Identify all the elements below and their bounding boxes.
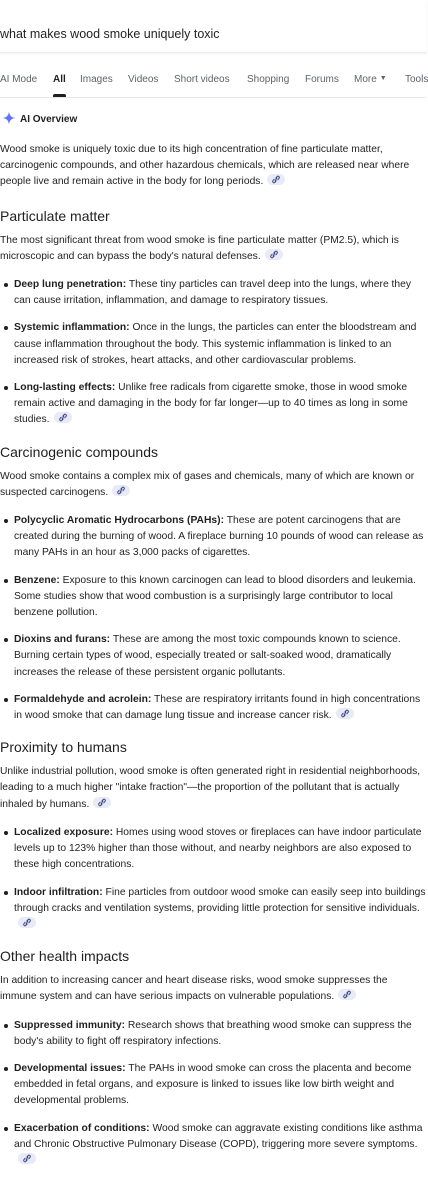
- bullet-text: Fine particles from outdoor wood smoke can easily seep into buildings through cracks and ventilation systems, providing little protection for sensitive individuals.: [14, 886, 426, 914]
- list-item: [14, 825, 426, 874]
- bullet-text: Homes using wood stoves or fireplaces can have indoor particulate levels up to 123% higher than those without, and nearby neighbors are also exposed to these high concentrations.: [14, 826, 422, 871]
- tab-videos[interactable]: Videos: [128, 74, 159, 85]
- section-text-content: The most significant threat from wood smoke is fine particulate matter (PM2.5), which is microscopic and can bypass the body's natural defenses.: [0, 234, 399, 262]
- section-heading: Other health impacts: [0, 948, 130, 965]
- link-icon[interactable]: [112, 485, 130, 496]
- bullet-list: [0, 825, 426, 933]
- list-item: [14, 573, 426, 622]
- bullet-list: [0, 277, 426, 429]
- bullet-term: Developmental issues:: [14, 1062, 126, 1074]
- list-item: [14, 380, 426, 429]
- tab-forums[interactable]: Forums: [305, 74, 339, 85]
- overview-intro-text: Wood smoke is uniquely toxic due to its high concentration of fine particulate matter, carcinogenic compounds, and other hazardous chemicals, which are released near where people live and remain active in the body for long periods.: [0, 144, 410, 188]
- tab-ai-mode[interactable]: AI Mode: [0, 74, 38, 85]
- section-text: [0, 764, 426, 813]
- list-item: [14, 277, 426, 309]
- list-item: [14, 320, 426, 369]
- bullet-text: Research shows that breathing wood smoke can suppress the body's ability to fight off respiratory infections.: [14, 1019, 412, 1047]
- bullet-list: [0, 513, 426, 724]
- sparkle-icon: [2, 111, 16, 125]
- section-text-content: Wood smoke contains a complex mix of gases and chemicals, many of which are known or suspected carcinogens.: [0, 470, 415, 498]
- search-bar[interactable]: [0, 0, 426, 53]
- bullet-term: Systemic inflammation:: [14, 322, 130, 334]
- link-icon[interactable]: [265, 249, 283, 260]
- search-input[interactable]: what makes wood smoke uniquely toxic: [0, 27, 220, 41]
- section-text: [0, 233, 426, 265]
- bullet-text: These are respiratory irritants found in high concentrations in wood smoke that can damage lung tissue and increase cancer risk.: [14, 693, 421, 722]
- tab-more[interactable]: [354, 74, 387, 85]
- bullet-list: [0, 1018, 426, 1170]
- bullet-term: Exacerbation of conditions:: [14, 1122, 150, 1134]
- section-text: [0, 973, 426, 1005]
- bullet-text: These tiny particles can travel deep into the lungs, where they can cause irritation, inflammation, and damage to respiratory tissues.: [14, 279, 411, 307]
- link-icon[interactable]: [54, 412, 72, 423]
- link-icon[interactable]: [93, 797, 111, 808]
- link-icon[interactable]: [338, 989, 356, 1000]
- overview-intro: [0, 142, 426, 191]
- ai-overview: [0, 96, 426, 1183]
- bullet-term: Dioxins and furans:: [14, 634, 111, 646]
- section-heading: Proximity to humans: [0, 739, 127, 756]
- link-icon[interactable]: [18, 917, 36, 928]
- ai-overview-title: AI Overview: [20, 114, 78, 125]
- bullet-text: The PAHs in wood smoke can cross the placenta and become embedded in fetal organs, and exposure is linked to issues like low birth weight and developmental problems.: [14, 1062, 412, 1107]
- bullet-term: Polycyclic Aromatic Hydrocarbons (PAHs):: [14, 515, 224, 527]
- tab-shopping[interactable]: Shopping: [247, 74, 290, 85]
- chevron-down-icon: ▼: [379, 75, 387, 82]
- tab-all[interactable]: All: [53, 74, 66, 85]
- section-text: [0, 469, 426, 501]
- list-item: [14, 513, 426, 562]
- tab-short-videos[interactable]: Short videos: [174, 74, 230, 85]
- bullet-term: Benzene:: [14, 574, 60, 586]
- bullet-term: Suppressed immunity:: [14, 1019, 125, 1031]
- bullet-text: These are potent carcinogens that are created during the burning of wood. A fireplace burning 10 pounds of wood can release as many PAHs in an hour as 3,000 packs of cigarettes.: [14, 515, 424, 559]
- tab-tools[interactable]: Tools: [405, 74, 428, 85]
- list-item: [14, 885, 426, 934]
- tab-more-label: More: [354, 74, 377, 85]
- bullet-term: Formaldehyde and acrolein:: [14, 693, 152, 705]
- link-icon[interactable]: [267, 174, 285, 185]
- list-item: [14, 1018, 426, 1050]
- bullet-text: These are among the most toxic compounds known to science. Burning certain types of wood, especially treated or salt-soaked wood, dramatically increases the release of these persistent organic pollutants.: [14, 634, 401, 678]
- bullet-term: Indoor infiltration:: [14, 886, 103, 898]
- bullet-term: Localized exposure:: [14, 826, 113, 838]
- search-tabs: [0, 53, 426, 98]
- list-item: [14, 1121, 426, 1170]
- ai-overview-header: [0, 96, 426, 142]
- bullet-text: Exposure to this known carcinogen can lead to blood disorders and leukemia. Some studies show that wood combustion is a surprisingly large contributor to local benzene pollution.: [14, 574, 416, 619]
- list-item: [14, 1061, 426, 1110]
- section-heading: Particulate matter: [0, 207, 110, 224]
- list-item: [14, 632, 426, 681]
- link-icon[interactable]: [18, 1153, 36, 1164]
- section-heading: Carcinogenic compounds: [0, 443, 158, 460]
- section-text-content: Unlike industrial pollution, wood smoke is often generated right in residential neighborhoods, leading to a much higher "intake fraction"—the proportion of the pollutant that is actually inhaled by humans.: [0, 766, 421, 810]
- link-icon[interactable]: [336, 708, 354, 719]
- section-text-content: In addition to increasing cancer and heart disease risks, wood smoke suppresses the immune system and can have serious impacts on vulnerable populations.: [0, 975, 388, 1003]
- bullet-term: Deep lung penetration:: [14, 279, 127, 291]
- bullet-term: Long-lasting effects:: [14, 382, 116, 394]
- bullet-text: Wood smoke can aggravate existing conditions like asthma and Chronic Obstructive Pulmonary Disease (COPD), triggering more severe symptoms.: [14, 1122, 423, 1150]
- overview-sections: [0, 207, 426, 1170]
- bullet-text: Once in the lungs, the particles can enter the bloodstream and cause inflammation throughout the body. This systemic inflammation is linked to an increased risk of strokes, heart attacks, and other cardiovascular problems.: [14, 322, 417, 366]
- bullet-text: Unlike free radicals from cigarette smoke, those in wood smoke remain active and damaging in the body for far longer—up to 40 times as long in some studies.: [14, 382, 408, 426]
- list-item: [14, 692, 426, 724]
- tab-images[interactable]: Images: [80, 74, 113, 85]
